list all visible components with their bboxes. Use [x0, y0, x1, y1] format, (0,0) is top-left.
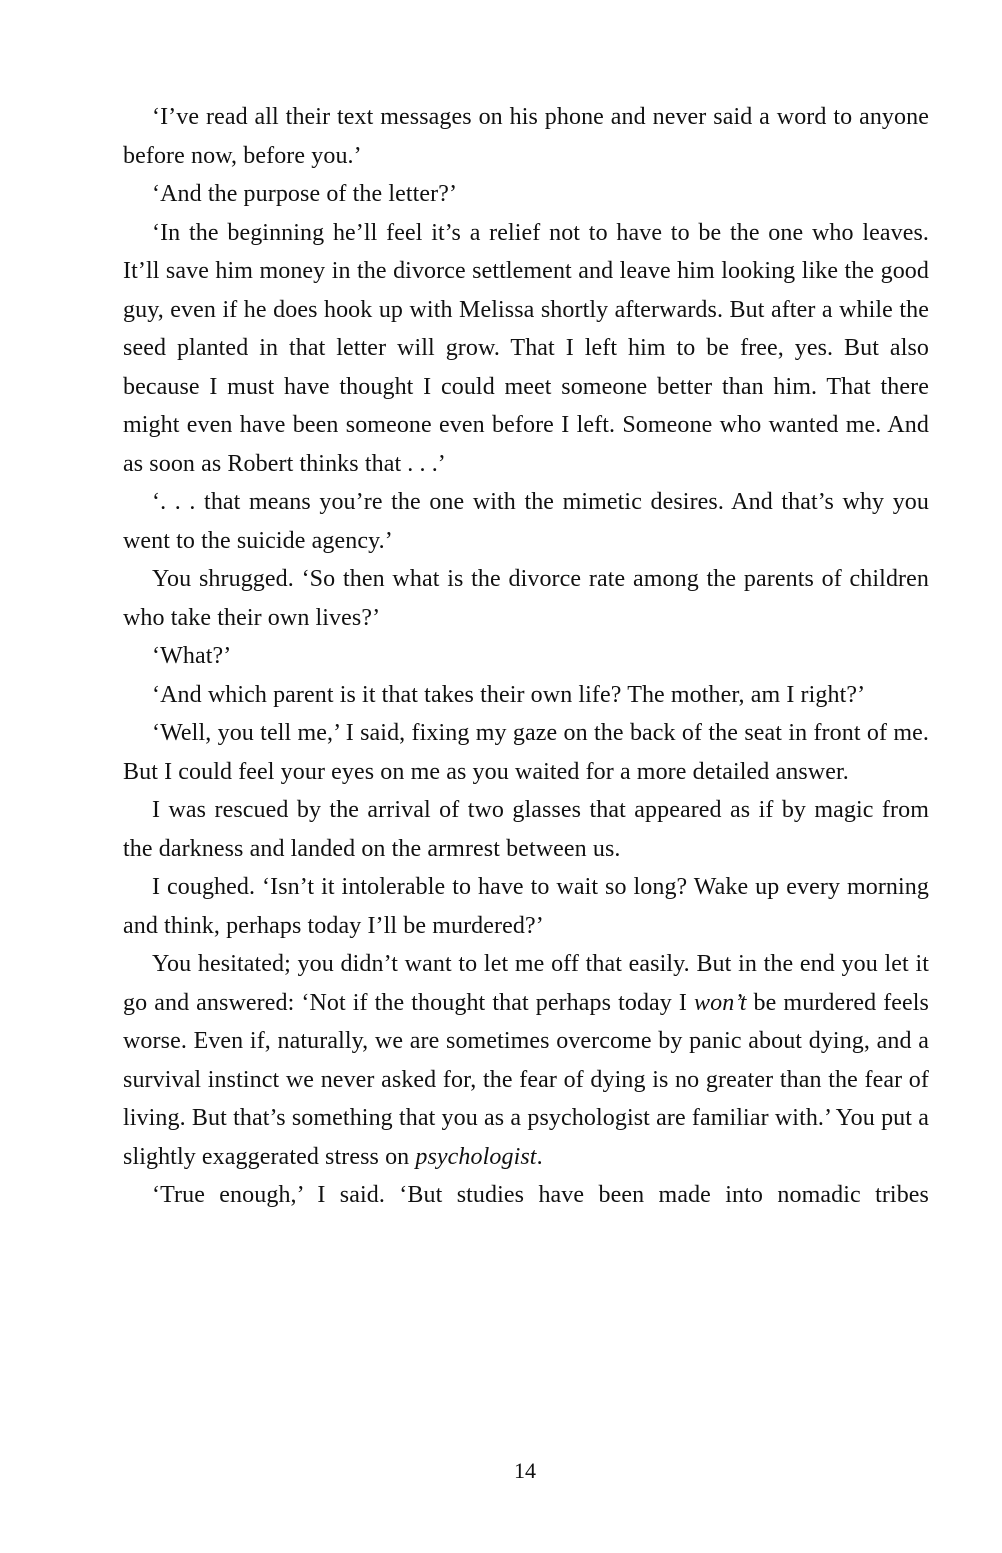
paragraph-11-part-2: be murdered feels worse. Even if, naturally, we are sometimes overcome by panic about dying, and a survival instinct we never asked for, the fear of dying is no greater than the fear of living. But that’s something that you as a psychologist are familiar with.’ You put a slightly exaggerated stress on — [123, 989, 929, 1170]
page-body — [123, 98, 929, 1215]
paragraph-4: ‘. . . that means you’re the one with the mimetic desires. And that’s why you went to the suicide agency.’ — [123, 489, 929, 554]
paragraph-3: ‘In the beginning he’ll feel it’s a relief not to have to be the one who leaves. It’ll save him money in the divorce settlement and leave him looking like the good guy, even if he does hook up with Melissa shortly afterwards. But after a while the seed planted in that letter will grow. That I left him to be free, yes. But also because I must have thought I could meet someone better than him. That there might even have been someone even before I left. Someone who wanted me. And as soon as Robert thinks that . . .’ — [123, 219, 929, 477]
paragraph-11-part-1: You hesitated; you didn’t want to let me off that easily. But in the end you let it go and answered: ‘Not if the thought that perhaps today I — [123, 951, 929, 1016]
paragraph-9: I was rescued by the arrival of two glasses that appeared as if by magic from the darkness and landed on the armrest between us. — [123, 797, 929, 862]
page-number: 14 — [514, 1458, 536, 1483]
paragraph-11 — [123, 945, 929, 1176]
paragraph-11-part-3: . — [536, 1143, 543, 1170]
paragraph-12: ‘True enough,’ I said. ‘But studies have been made into nomadic tribes — [152, 1182, 929, 1208]
paragraph-1: ‘I’ve read all their text messages on his phone and never said a word to anyone before now, before you.’ — [123, 104, 929, 169]
paragraph-7: ‘And which parent is it that takes their own life? The mother, am I right?’ — [152, 681, 866, 708]
paragraph-11-emphasis: won’t — [694, 989, 747, 1016]
paragraph-6: ‘What?’ — [152, 643, 232, 669]
paragraph-11-emphasis-2: psychologist — [415, 1143, 537, 1170]
paragraph-10: I coughed. ‘Isn’t it intolerable to have to wait so long? Wake up every morning and think, perhaps today I’ll be murdered?’ — [123, 874, 929, 939]
paragraph-5: You shrugged. ‘So then what is the divorce rate among the parents of children who take their own lives?’ — [123, 566, 929, 631]
paragraph-2: ‘And the purpose of the letter?’ — [152, 181, 458, 207]
paragraph-8: ‘Well, you tell me,’ I said, fixing my gaze on the back of the seat in front of me. But I could feel your eyes on me as you waited for a more detailed answer. — [123, 720, 929, 785]
